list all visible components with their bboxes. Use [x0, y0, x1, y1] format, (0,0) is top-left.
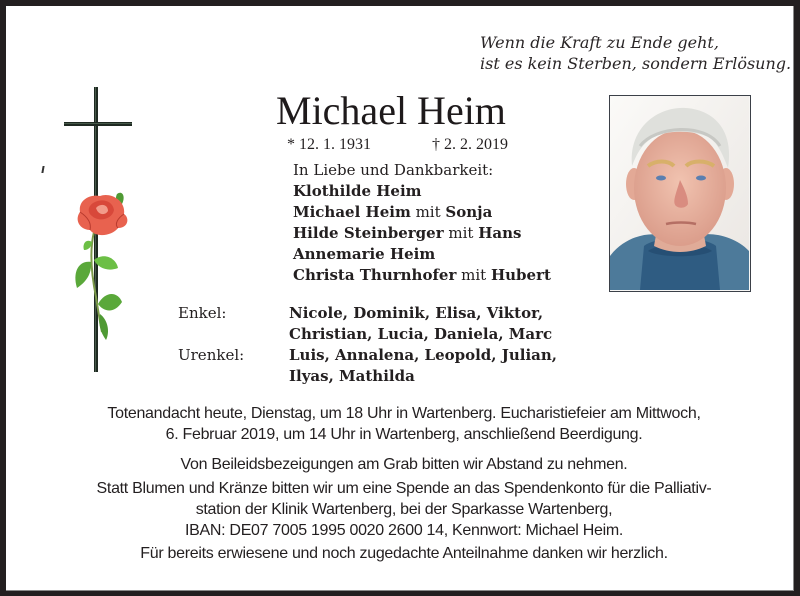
mourner-connector: mit	[410, 203, 446, 221]
mourner-partner: Hubert	[490, 266, 551, 284]
great-grandchildren-names: Ilyas, Mathilda	[289, 367, 415, 385]
mourners-intro: In Liebe und Dankbarkeit:	[293, 161, 494, 179]
condolence-notice: Von Beileidsbezeigungen am Grab bitten wir Abstand zu nehmen.	[180, 456, 628, 473]
mourner-line	[293, 181, 551, 202]
mourner-name: Klothilde Heim	[293, 182, 422, 200]
relatives-section	[178, 303, 557, 387]
mourner-name: Annemarie Heim	[293, 245, 436, 263]
mourner-partner: Sonja	[445, 203, 493, 221]
mourner-name: Hilde Steinberger	[293, 224, 444, 242]
birth-date: * 12. 1. 1931	[287, 136, 371, 153]
spacer	[178, 366, 289, 387]
grandchildren-row-cont	[178, 324, 557, 345]
mourner-line	[293, 223, 551, 244]
mourner-connector: mit	[443, 224, 479, 242]
motto-quote	[480, 32, 791, 74]
donation-line-3: IBAN: DE07 7005 1995 0020 2600 14, Kennwort: Michael Heim.	[185, 522, 623, 539]
death-date: † 2. 2. 2019	[432, 136, 508, 153]
donation-notice	[34, 478, 774, 541]
donation-line-1: Statt Blumen und Kränze bitten wir um eine Spende an das Spendenkonto für die Palliativ-	[96, 480, 712, 497]
great-grandchildren-row	[178, 345, 557, 366]
service-line-2: 6. Februar 2019, um 14 Uhr in Wartenberg, anschließend Beerdigung.	[165, 426, 643, 443]
grandchildren-names: Nicole, Dominik, Elisa, Viktor,	[289, 304, 544, 322]
mourner-name: Michael Heim	[293, 203, 411, 221]
mourners-list	[293, 160, 551, 286]
grandchildren-names: Christian, Lucia, Daniela, Marc	[289, 325, 553, 343]
mourner-line	[293, 265, 551, 286]
portrait-illustration	[610, 96, 749, 290]
cross-with-rose-icon	[34, 82, 144, 374]
donation-line-2: station der Klinik Wartenberg, bei der Sparkasse Wartenberg,	[195, 501, 613, 518]
spacer	[178, 324, 289, 345]
great-grandchildren-label: Urenkel:	[178, 346, 245, 364]
mourner-connector: mit	[456, 266, 491, 284]
mourner-line	[293, 202, 551, 223]
motto-line-1: Wenn die Kraft zu Ende geht,	[480, 33, 719, 52]
great-grandchildren-names: Luis, Annalena, Leopold, Julian,	[289, 346, 557, 364]
great-grandchildren-row-cont	[178, 366, 557, 387]
thanks-notice: Für bereits erwiesene und noch zugedachte Anteilnahme danken wir herzlich.	[140, 545, 668, 562]
obituary-card	[6, 6, 794, 591]
mourner-partner: Hans	[478, 224, 522, 242]
mourner-name: Christa Thurnhofer	[293, 266, 457, 284]
portrait-photo	[609, 95, 751, 292]
deceased-name: Michael Heim	[276, 88, 506, 133]
service-notice	[34, 403, 774, 445]
service-line-1: Totenandacht heute, Dienstag, um 18 Uhr in Wartenberg. Eucharistiefeier am Mittwoch,	[107, 405, 701, 422]
motto-line-2: ist es kein Sterben, sondern Erlösung.	[480, 54, 792, 73]
mourner-line	[293, 244, 551, 265]
grandchildren-row	[178, 303, 557, 324]
grandchildren-label: Enkel:	[178, 304, 227, 322]
